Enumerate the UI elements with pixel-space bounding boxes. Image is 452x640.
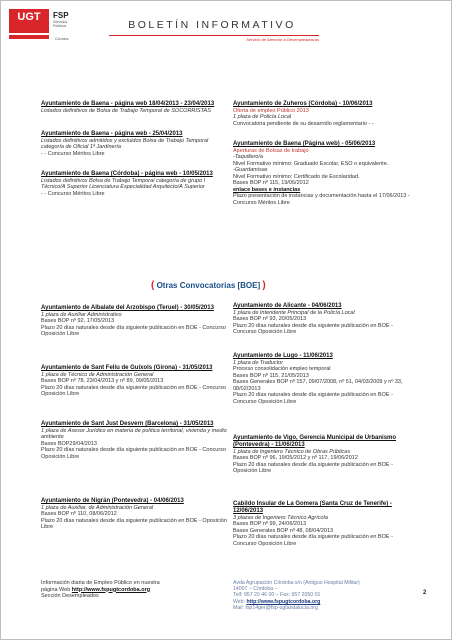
announcement-line: 1 plaza de Intendente Principal de la Policía Local [233,309,355,316]
announcement-line: Bases Generales BOP nº 157, 09/07/2008, nº 51, 04/03/2009 y nº 33, 08/02/2013 [233,379,403,392]
announcement-line: -Guardamisas [233,167,268,174]
announcement-title[interactable]: Ayuntamiento de Baena (Córdoba) - página web - 10/05/2013 [41,171,213,177]
announcement-title[interactable]: Ayuntamiento de Baena - página web 18/04/2013 - 23/04/2013 [41,101,215,107]
announcement-line: Plazo 20 días naturales desde día siguiente publicación en BOE - Concurso Oposición Libre [233,392,393,405]
contact-city: 14007 – Córdoba – [233,586,278,593]
announcement-title[interactable]: Ayuntamiento de Baena (Página web) - 05/06/2013 [233,141,376,147]
bulletin-subtitle: Servicio de Atención a Desempleados/as [246,37,319,42]
announcement-line: Bases BOP nº 93, 20/05/2013 [233,316,307,323]
announcement [233,501,417,547]
header-city: Córdoba [55,37,69,41]
announcement-line: Plazo 20 días naturales desde día siguiente publicación en BOE - Concurso Oposición Libre [41,384,226,398]
announcement-line: Bases BOP nº 92, 17/05/2013 [41,318,115,325]
announcement-line: Plazo 20 días naturales desde día siguiente publicación en BOE - Concurso Oposición Libre [41,324,226,338]
announcement-line: 1 plaza de Asesor Jurídico en materia de política territorial, vivienda y medio ambiente [41,427,227,441]
fsp-sub1: Servicios [53,20,68,24]
announcement-line: Aperturas de Bolsas de trabajo [233,147,309,154]
announcement-line: Proceso consolidación empleo temporal [233,366,331,373]
announcement-line: Bases Generales BOP nº 48, 08/04/2013 [233,527,334,534]
announcement [41,305,227,338]
fsp-name: FSP [53,11,69,20]
announcement [233,353,417,405]
announcement [41,171,223,197]
header [9,9,445,85]
announcement-line: Bases BOP nº 115, 21/05/2013 [233,372,309,379]
header-divider [109,35,319,36]
announcement [41,131,223,157]
announcement [41,365,227,398]
announcement-line: 1 plaza de Traductor [233,359,284,366]
announcement-line: Plazo 20 días naturales desde día siguiente publicación en BOE - Concurso Oposición Libre [233,534,393,547]
section-title: Otras Convocatorias [BOE] [156,281,261,290]
announcement-line: - - Concurso Méritos Libre [41,190,105,197]
contact-address: Avda Agrupación Córdoba s/n (Antiguo Hospital Militar) [233,580,360,586]
section-heading [151,280,266,291]
announcement-title[interactable]: Ayuntamiento de Albalate del Arzobispo (Teruel) - 30/05/2013 [41,305,214,311]
contact-phone: Telf: 957 20 46 00 – Fax: 957 2050 01 [233,592,321,599]
footer-info [41,580,211,600]
announcement-line: Listados definitivos admitidos y excluidos Bolsa de Trabajo Temporal categoría de Oficial 1ª Jardinería [41,137,209,151]
ugt-logo-bar [9,33,49,35]
announcement [233,435,417,475]
announcement-line: Convocatoria pendiente de su desarrollo reglamentario - - [233,120,374,127]
bulletin-title: BOLETÍN INFORMATIVO [128,19,296,31]
contact-web-link[interactable]: http://www.fspugtcordoba.org [246,598,321,605]
announcement [41,421,227,460]
ugt-logo-text: UGT [17,11,41,23]
footer-contact [233,580,383,611]
announcement-line: Bases BOP nº 96, 19/05/2012 y nº 117, 19/06/2012 [233,455,358,462]
announcement-title[interactable]: Ayuntamiento de Sant Just Desvern (Barcelona) - 31/05/2013 [41,421,214,427]
announcement-title[interactable]: Ayuntamiento de Lugo - 11/06/2013 [233,353,333,359]
announcement-title[interactable]: Ayuntamiento de Vigo, Gerencia Municipal de Urbanismo (Pontevedra) - 11/06/2013 [233,435,397,448]
website-link[interactable]: http://www.fspugtcordoba.org [71,586,151,593]
announcement-line: Bases BOP nº 78, 23/04/2013 y nº 89, 09/05/2013 [41,378,164,385]
announcement-line: Bases BOP nº 115, 19/06/2012 [233,180,309,187]
announcement-title[interactable]: Cabildo Insular de La Gomera (Santa Cruz de Tenerife) - 12/06/2013 [233,501,392,514]
ugt-logo [9,9,49,39]
announcement-line: 1 plaza de Auxiliar, de Administración General [41,504,154,511]
announcement-title[interactable]: Ayuntamiento de Zuheros (Córdoba) - 10/06/2013 [233,101,373,107]
contact-web-prefix: Web: [233,598,247,605]
announcement-title[interactable]: Ayuntamiento de Sant Feliu de Guíxols (Girona) - 31/05/2013 [41,365,213,371]
announcement-line: 1 plaza de Técnico de Administración General [41,371,154,378]
announcement-title[interactable]: Ayuntamiento de Baena - página web - 25/04/2013 [41,131,183,137]
announcement-line: 1 plaza de Auxiliar Administrativo [41,311,122,318]
contact-mail[interactable]: Mail: fsp14ger@fsp-ugtandalucia.org [233,604,318,611]
announcement-line: Plazo 20 días naturales desde día siguiente publicación en BOE - Oposición Libre [233,461,393,475]
announcement-line: Listados definitivos Bolsa de Trabajo Temporal categoría de grupo I Técnico/A Superior Licenciatura Especialidad Arquitecto/A Superior [41,177,206,191]
announcement [41,101,223,114]
announcement [233,101,417,127]
announcement-line: Plazo 20 días naturales desde día siguiente publicación en BOE - Concurso Oposición Libre [41,447,226,460]
fsp-sub2: Públicos [53,24,67,28]
announcement-line: Bases BOP nº 99, 24/06/2013 [233,521,307,528]
fsp-logo [53,12,69,28]
announcement-line: Listados definitivos de Bolsa de Trabajo Temporal de SOCORRISTAS [41,107,211,114]
announcement-line: Nivel Formativo mínimo: Graduado Escolar, ESO o equivalente. [233,160,389,167]
announcement-line: Plazo 20 días naturales desde día siguiente publicación en BOE - Concurso Oposición Libre [233,322,393,336]
footer-left-prefix: página Web [41,586,72,593]
announcement [41,498,227,531]
announcement-line: Oferta de empleo Público 2013 [233,107,309,114]
announcement-line: 1 plaza de Ingeniero Técnico de Obras Públicas [233,448,351,455]
announcement-line: Bases BOP nº 110, 08/06/2012 [41,511,117,518]
footer-left-line: Sección Desempleados [41,593,99,599]
announcement-title[interactable]: Ayuntamiento de Nigrán (Pontevedra) - 04/06/2013 [41,498,184,504]
announcement-line: Nivel Formativo mínimo: Certificado de Escolaridad. [233,173,360,180]
announcement-line: Plazo 20 días naturales desde día siguiente publicación en BOE - Oposición Libre [41,517,227,531]
page-number: 2 [423,590,427,596]
announcement-line: 3 plazas de Ingeniero Técnico Agrícola [233,514,328,521]
section-paren-close: ) [262,280,266,291]
section-paren-open: ( [151,280,155,291]
announcement-line: Plazo presentación de instancias y documentación hasta el 17/06/2013 - Concurso Méritos Libre [233,193,410,206]
announcement [233,141,417,206]
announcement-line: -Taquillero/a [233,154,264,161]
announcement-title[interactable]: Ayuntamiento de Alicante - 04/06/2013 [233,303,342,309]
bases-link[interactable]: enlace bases e instancias [233,186,301,193]
announcement [233,303,417,336]
footer-left-line: Información diaria de Empleo Público en nuestra [41,580,160,586]
announcement-line: - - Concurso Méritos Libre [41,150,105,157]
announcement-line: 1 plaza de Policía Local [233,114,292,121]
announcement-line: Bases BOP29/04/2013 [41,440,97,447]
